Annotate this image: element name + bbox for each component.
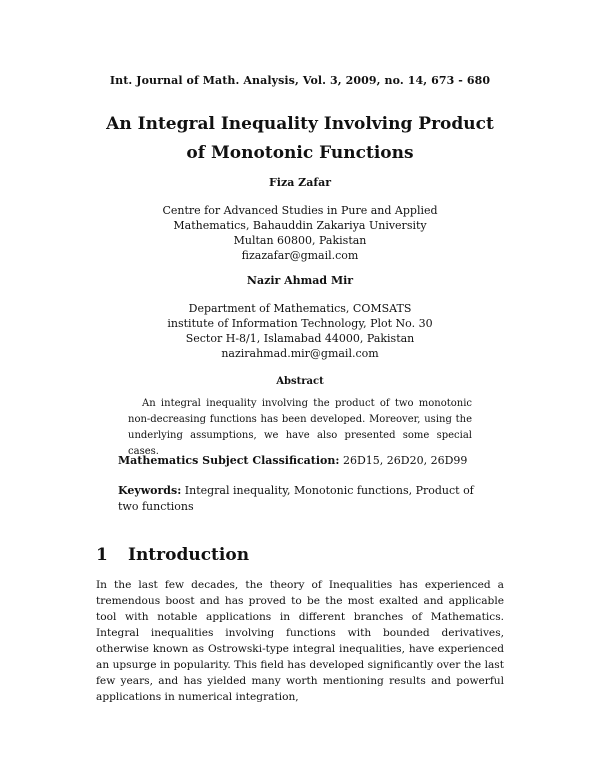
journal-header: Int. Journal of Math. Analysis, Vol. 3, 2009, no. 14, 673 - 680 [109, 74, 491, 87]
section-title: Introduction [128, 545, 250, 565]
keywords [118, 483, 480, 515]
abstract-heading: Abstract [276, 376, 324, 387]
affiliation-line: Department of Mathematics, COMSATS [188, 302, 412, 315]
abstract-text: An integral inequality involving the product of two monotonic non-decreasing functions has been developed. Moreover, using the underlying assumptions, we have also presented some special cases. [128, 398, 472, 457]
paper-title-line-1: An Integral Inequality Involving Product [106, 114, 494, 134]
affiliation-line: Multan 60800, Pakistan [233, 234, 367, 247]
author-name-1: Fiza Zafar [268, 176, 331, 189]
section-number: 1 [96, 545, 108, 565]
keywords-label: Keywords: [118, 484, 182, 497]
subject-classification-value: 26D15, 26D20, 26D99 [342, 454, 468, 467]
section-heading [96, 545, 249, 565]
keywords-value: Integral inequality, Monotonic functions, Product of two functions [118, 484, 474, 513]
affiliation-line: Mathematics, Bahauddin Zakariya University [173, 219, 427, 232]
affiliation-line: Centre for Advanced Studies in Pure and Applied [162, 204, 438, 217]
subject-classification [118, 454, 467, 467]
author-name-2: Nazir Ahmad Mir [246, 274, 354, 287]
introduction-paragraph: In the last few decades, the theory of Inequalities has experienced a tremendous boost and has proved to be the most exalted and applicable tool with notable applications in different branches of Mathematics. Integral inequalities involving functions with bounded derivatives, otherwise known as Ostrowski-type integral inequalities, have experienced an upsurge in popularity. This field has developed significantly over the last few years, and has yielded many worth mentioning results and powerful applications in numerical integration, [96, 579, 504, 703]
paper-title-line-2: of Monotonic Functions [186, 143, 414, 163]
affiliation-line: Sector H-8/1, Islamabad 44000, Pakistan [185, 332, 415, 345]
author-email-2[interactable]: nazirahmad.mir@gmail.com [221, 347, 379, 360]
affiliation-line: institute of Information Technology, Plot No. 30 [167, 317, 433, 330]
author-email-1[interactable]: fizazafar@gmail.com [241, 249, 359, 262]
subject-classification-label: Mathematics Subject Classification: [118, 454, 340, 467]
